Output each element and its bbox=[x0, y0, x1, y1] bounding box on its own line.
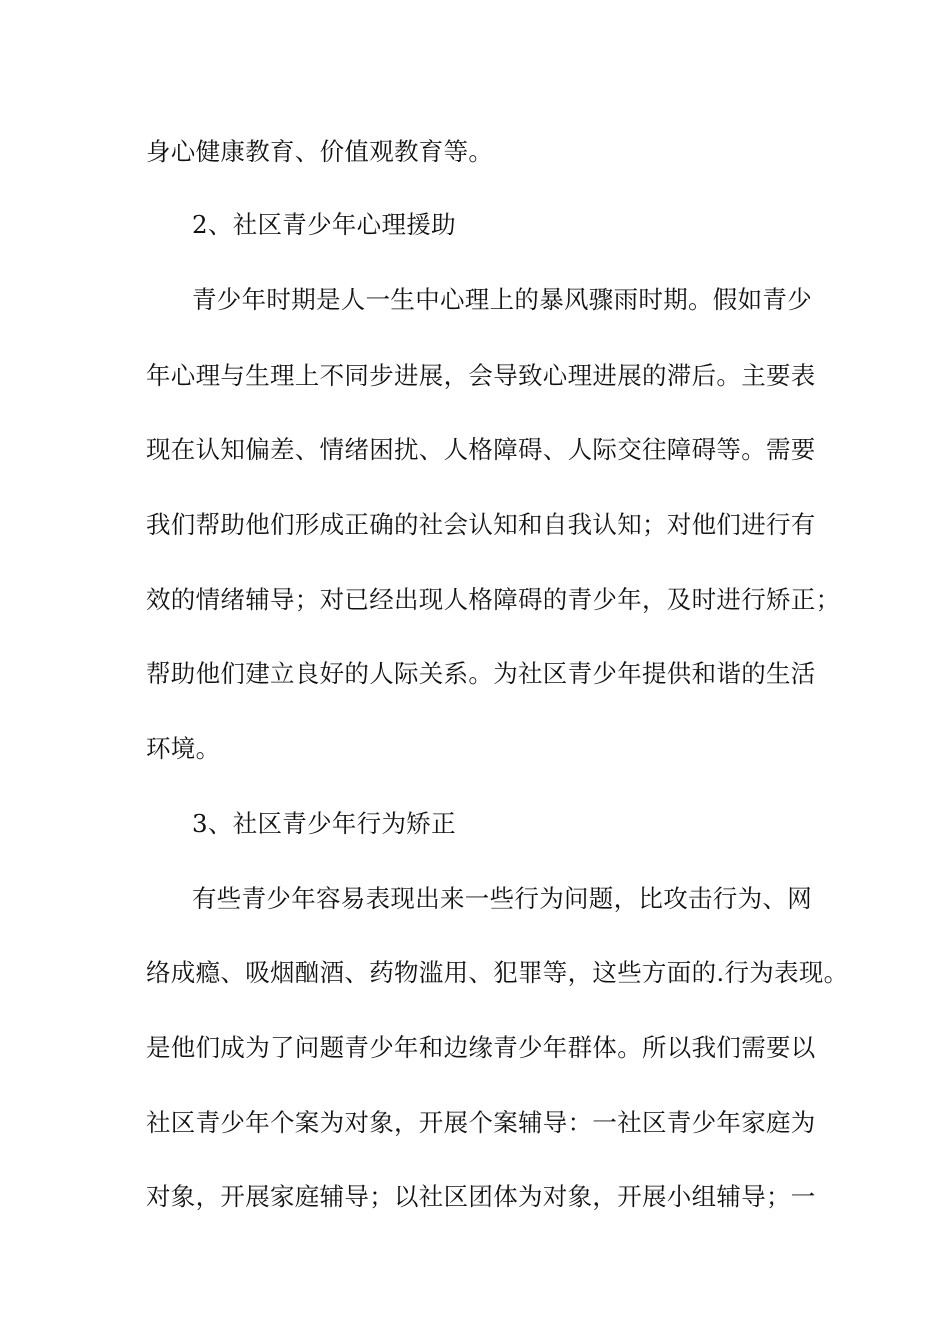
section-heading: 2、社区青少年心理援助 bbox=[192, 210, 456, 239]
paragraph-line: 社区青少年个案为对象，开展个案辅导：一社区青少年家庭为 bbox=[146, 1108, 816, 1137]
paragraph-line: 青少年时期是人一生中心理上的暴风骤雨时期。假如青少 bbox=[192, 285, 812, 314]
paragraph-line: 我们帮助他们形成正确的社会认知和自我认知；对他们进行有 bbox=[146, 510, 816, 539]
paragraph-line: 络成瘾、吸烟酗酒、药物滥用、犯罪等，这些方面的.行为表现。 bbox=[146, 958, 849, 987]
paragraph-line: 身心健康教育、价值观教育等。 bbox=[146, 137, 494, 166]
paragraph-line: 环境。 bbox=[146, 734, 221, 763]
paragraph-line: 有些青少年容易表现出来一些行为问题，比攻击行为、网 bbox=[192, 884, 812, 913]
paragraph-line: 对象，开展家庭辅导；以社区团体为对象，开展小组辅导；一 bbox=[146, 1182, 816, 1211]
section-heading: 3、社区青少年行为矫正 bbox=[192, 809, 456, 838]
paragraph-line: 年心理与生理上不同步进展，会导致心理进展的滞后。主要表 bbox=[146, 361, 816, 390]
paragraph-line: 效的情绪辅导；对已经出现人格障碍的青少年，及时进行矫正； bbox=[146, 585, 841, 614]
paragraph-line: 是他们成为了问题青少年和边缘青少年群体。所以我们需要以 bbox=[146, 1033, 816, 1062]
paragraph-line: 帮助他们建立良好的人际关系。为社区青少年提供和谐的生活 bbox=[146, 659, 816, 688]
paragraph-line: 现在认知偏差、情绪困扰、人格障碍、人际交往障碍等。需要 bbox=[146, 435, 816, 464]
